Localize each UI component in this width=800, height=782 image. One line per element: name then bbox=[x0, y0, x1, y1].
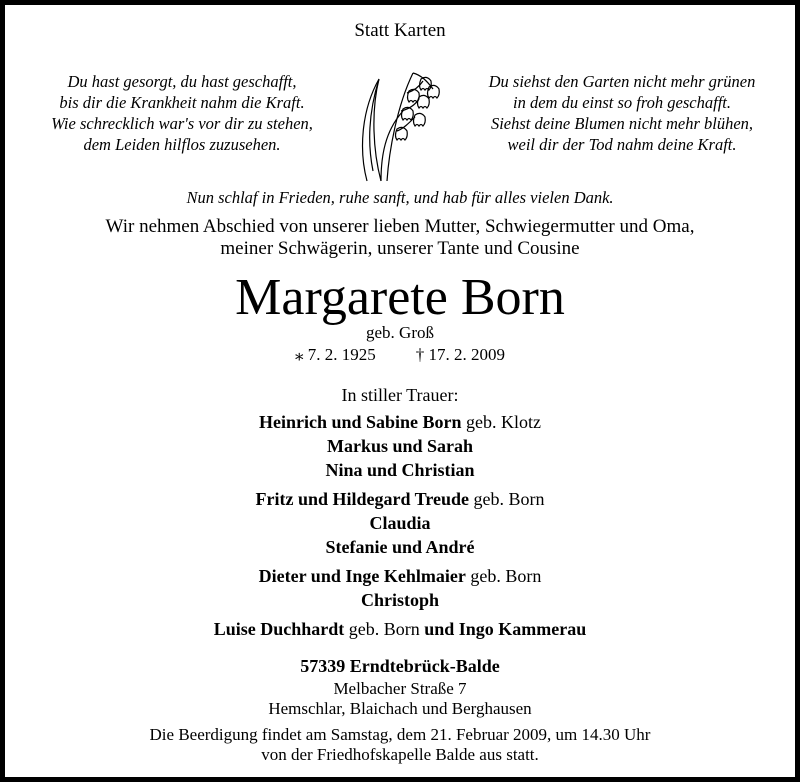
mourner-row bbox=[5, 460, 795, 481]
funeral-line-2: von der Friedhofskapelle Balde aus statt. bbox=[261, 745, 539, 764]
poem-right-line: in dem du einst so froh geschafft. bbox=[513, 93, 731, 112]
mourner-note: geb. Born bbox=[344, 619, 425, 639]
mourner-name: Stefanie und André bbox=[325, 537, 475, 557]
mourner-row bbox=[5, 489, 795, 510]
mourner-name: Heinrich und Sabine Born bbox=[258, 412, 462, 432]
mourner-name: Dieter und Inge Kehlmaier bbox=[258, 566, 466, 586]
mourner-row bbox=[5, 513, 795, 534]
mourner-name: Nina und Christian bbox=[325, 460, 475, 480]
mourner-name: Christoph bbox=[360, 590, 440, 610]
mourner-name: Fritz und Hildegard Treude bbox=[255, 489, 469, 509]
mourner-row bbox=[5, 436, 795, 457]
address-places: Hemschlar, Blaichach und Berghausen bbox=[268, 699, 532, 718]
mourning-heading: In stiller Trauer: bbox=[341, 385, 459, 405]
life-dates bbox=[5, 345, 795, 365]
mourner-row bbox=[5, 566, 795, 587]
mourner-row bbox=[5, 590, 795, 611]
mourner-name: Claudia bbox=[369, 513, 431, 533]
poem-right bbox=[453, 71, 791, 155]
intro-line-1: Wir nehmen Abschied von unserer lieben Mutter, Schwiegermutter und Oma, bbox=[105, 216, 695, 237]
address-street: Melbacher Straße 7 bbox=[333, 679, 467, 698]
poem-left-line: bis dir die Krankheit nahm die Kraft. bbox=[59, 93, 305, 112]
mourner-name: Luise Duchhardt bbox=[213, 619, 345, 639]
mourner-name: und Ingo Kammerau bbox=[424, 619, 587, 639]
poem-left bbox=[17, 71, 347, 155]
mourner-note: geb. Born bbox=[469, 489, 545, 509]
address-city: 57339 Erndtebrück-Balde bbox=[300, 656, 500, 676]
poem-right-line: weil dir der Tod nahm deine Kraft. bbox=[507, 135, 737, 154]
lily-of-the-valley-icon bbox=[357, 61, 453, 185]
intro-line-2: meiner Schwägerin, unserer Tante und Cousine bbox=[220, 238, 580, 259]
mourner-row bbox=[5, 619, 795, 640]
poem-left-line: Wie schrecklich war's vor dir zu stehen, bbox=[51, 114, 313, 133]
maiden-name: geb. Groß bbox=[366, 323, 434, 342]
poem-left-line: Du hast gesorgt, du hast geschafft, bbox=[67, 72, 297, 91]
deceased-name: Margarete Born bbox=[235, 269, 565, 326]
mourner-note: geb. Klotz bbox=[461, 412, 542, 432]
poem-left-line: dem Leiden hilflos zuzusehen. bbox=[83, 135, 281, 154]
poem-right-line: Siehst deine Blumen nicht mehr blühen, bbox=[490, 114, 754, 133]
mourner-note: geb. Born bbox=[465, 566, 542, 586]
header-text: Statt Karten bbox=[354, 20, 446, 41]
farewell-line: Nun schlaf in Frieden, ruhe sanft, und hab für alles vielen Dank. bbox=[186, 188, 614, 207]
mourner-name: Markus und Sarah bbox=[326, 436, 474, 456]
birth-date: ⁎ 7. 2. 1925 bbox=[295, 345, 376, 364]
funeral-line-1: Die Beerdigung findet am Samstag, dem 21. Februar 2009, um 14.30 Uhr bbox=[149, 725, 651, 744]
mourner-row bbox=[5, 412, 795, 433]
poem-right-line: Du siehst den Garten nicht mehr grünen bbox=[488, 72, 756, 91]
mourner-row bbox=[5, 537, 795, 558]
death-date: † 17. 2. 2009 bbox=[415, 345, 505, 364]
